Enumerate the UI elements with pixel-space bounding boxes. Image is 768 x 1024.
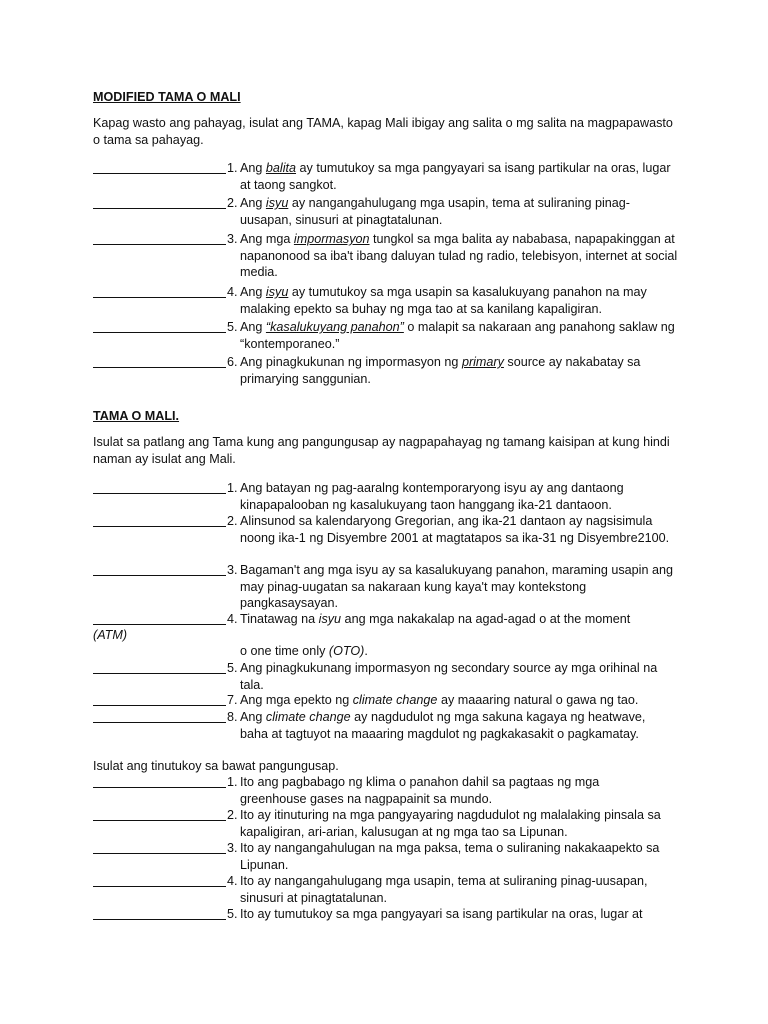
item-text: Ang isyu ay nangangahulugang mga usapin, tema at suliraning pinag-uusapan, sinusuri at pinagtatalunan.: [240, 196, 631, 227]
s2-item-4-line2: o one time only (OTO).: [240, 644, 368, 658]
key-term: impormasyon: [293, 232, 370, 246]
item-number: 2.: [227, 808, 238, 822]
answer-blank[interactable]: [93, 673, 226, 674]
answer-blank[interactable]: [93, 624, 226, 625]
item-text: Ito ay tumutukoy sa mga pangyayari sa isang partikular na oras, lugar at: [240, 907, 643, 921]
answer-blank[interactable]: [93, 526, 226, 527]
section2-instruction: Isulat sa patlang ang Tama kung ang pangungusap ay nagpapahayag ng tamang kaisipan at kung hindi naman ay isulat ang Mali.: [93, 435, 670, 466]
key-term: isyu: [318, 612, 342, 626]
item-number: 2.: [227, 514, 238, 528]
answer-blank[interactable]: [93, 853, 226, 854]
item-text: Ang climate change ay nagdudulot ng mga sakuna kagaya ng heatwave, baha at tagtuyot na maaaring magdulot ng pagkakasakit o pagkamatay.: [240, 710, 646, 741]
atm-label: (ATM): [93, 628, 128, 642]
answer-blank[interactable]: [93, 244, 226, 245]
key-term: primary: [461, 355, 504, 369]
item-text: Tinatawag na isyu ang mga nakakalap na agad-agad o at the moment: [240, 612, 631, 626]
item-number: 3.: [227, 841, 238, 855]
item-text: Ito ay nangangahulugang mga usapin, tema at suliraning pinag-uusapan, sinusuri at pinagtatalunan.: [240, 874, 648, 905]
section2-heading: TAMA O MALI.: [93, 409, 180, 423]
item-number: 4.: [227, 612, 238, 626]
answer-blank[interactable]: [93, 787, 226, 788]
item-number: 5.: [227, 661, 238, 675]
item-text: Bagaman't ang mga isyu ay sa kasalukuyang panahon, maraming usapin ang may pinag-uugatan sa nakaraan kung kaya't may kontekstong pangkasaysayan.: [240, 563, 673, 610]
key-term: isyu: [265, 196, 289, 210]
item-text: Ang mga epekto ng climate change ay maaaring natural o gawa ng tao.: [240, 693, 639, 707]
item-text: Ito ay nangangahulugan na mga paksa, tema o suliraning nakakaapekto sa Lipunan.: [240, 841, 660, 872]
key-term: climate change: [265, 710, 351, 724]
answer-blank[interactable]: [93, 367, 226, 368]
answer-blank[interactable]: [93, 722, 226, 723]
answer-blank[interactable]: [93, 208, 226, 209]
answer-blank[interactable]: [93, 173, 226, 174]
item-number: 5.: [227, 320, 238, 334]
item-number: 6.: [227, 355, 238, 369]
key-term: balita: [265, 161, 297, 175]
answer-blank[interactable]: [93, 332, 226, 333]
key-term: “kasalukuyang panahon”: [265, 320, 404, 334]
key-term: climate change: [352, 693, 438, 707]
item-number: 7.: [227, 693, 238, 707]
item-number: 2.: [227, 196, 238, 210]
item-number: 5.: [227, 907, 238, 921]
section3-instruction: Isulat ang tinutukoy sa bawat pangungusap.: [93, 759, 339, 773]
item-text: Ang mga impormasyon tungkol sa mga balita ay nababasa, napapakinggan at napanonood sa iba't ibang daluyan tulad ng radio, telebisyon, internet at social media.: [240, 232, 678, 279]
item-number: 4.: [227, 285, 238, 299]
item-text: Ang pinagkukunan ng impormasyon ng primary source ay nakabatay sa primarying sanggunian.: [240, 355, 641, 386]
item-text: Ang balita ay tumutukoy sa mga pangyayari sa isang partikular na oras, lugar at taong sangkot.: [240, 161, 671, 192]
item-text: Ang “kasalukuyang panahon” o malapit sa nakaraan ang panahong saklaw ng “kontemporaneo.”: [240, 320, 675, 351]
answer-blank[interactable]: [93, 575, 226, 576]
item-text: Ito ang pagbabago ng klima o panahon dahil sa pagtaas ng mga greenhouse gases na nagpapainit sa mundo.: [240, 775, 600, 806]
item-number: 4.: [227, 874, 238, 888]
item-number: 1.: [227, 161, 238, 175]
item-text: Ang isyu ay tumutukoy sa mga usapin sa kasalukuyang panahon na may malaking epekto sa buhay ng mga tao at sa kanilang kapaligiran.: [240, 285, 647, 316]
item-number: 1.: [227, 775, 238, 789]
answer-blank[interactable]: [93, 493, 226, 494]
item-number: 3.: [227, 563, 238, 577]
section1-heading: MODIFIED TAMA O MALI: [93, 90, 241, 104]
item-text: Ito ay itinuturing na mga pangyayaring nagdudulot ng malalaking pinsala sa kapaligiran, ari-arian, kalusugan at ng mga tao sa Lipunan.: [240, 808, 661, 839]
answer-blank[interactable]: [93, 919, 226, 920]
item-text: Ang batayan ng pag-aaralng kontemporaryong isyu ay ang dantaong kinapapalooban ng kasalukuyang taon hanggang ika-21 dantaoon.: [240, 481, 624, 512]
answer-blank[interactable]: [93, 820, 226, 821]
answer-blank[interactable]: [93, 705, 226, 706]
section1-instruction: Kapag wasto ang pahayag, isulat ang TAMA, kapag Mali ibigay ang salita o mg salita na magpapawasto o tama sa pahayag.: [93, 116, 673, 147]
item-number: 3.: [227, 232, 238, 246]
answer-blank[interactable]: [93, 297, 226, 298]
item-number: 1.: [227, 481, 238, 495]
item-text: Ang pinagkukunang impormasyon ng secondary source ay mga orihinal na tala.: [240, 661, 658, 692]
answer-blank[interactable]: [93, 886, 226, 887]
item-number: 8.: [227, 710, 238, 724]
item-text: Alinsunod sa kalendaryong Gregorian, ang ika-21 dantaon ay nagsisimula noong ika-1 ng Disyembre 2001 at magtatapos sa ika-31 ng Disyembre2100.: [240, 514, 670, 545]
key-term: isyu: [265, 285, 289, 299]
